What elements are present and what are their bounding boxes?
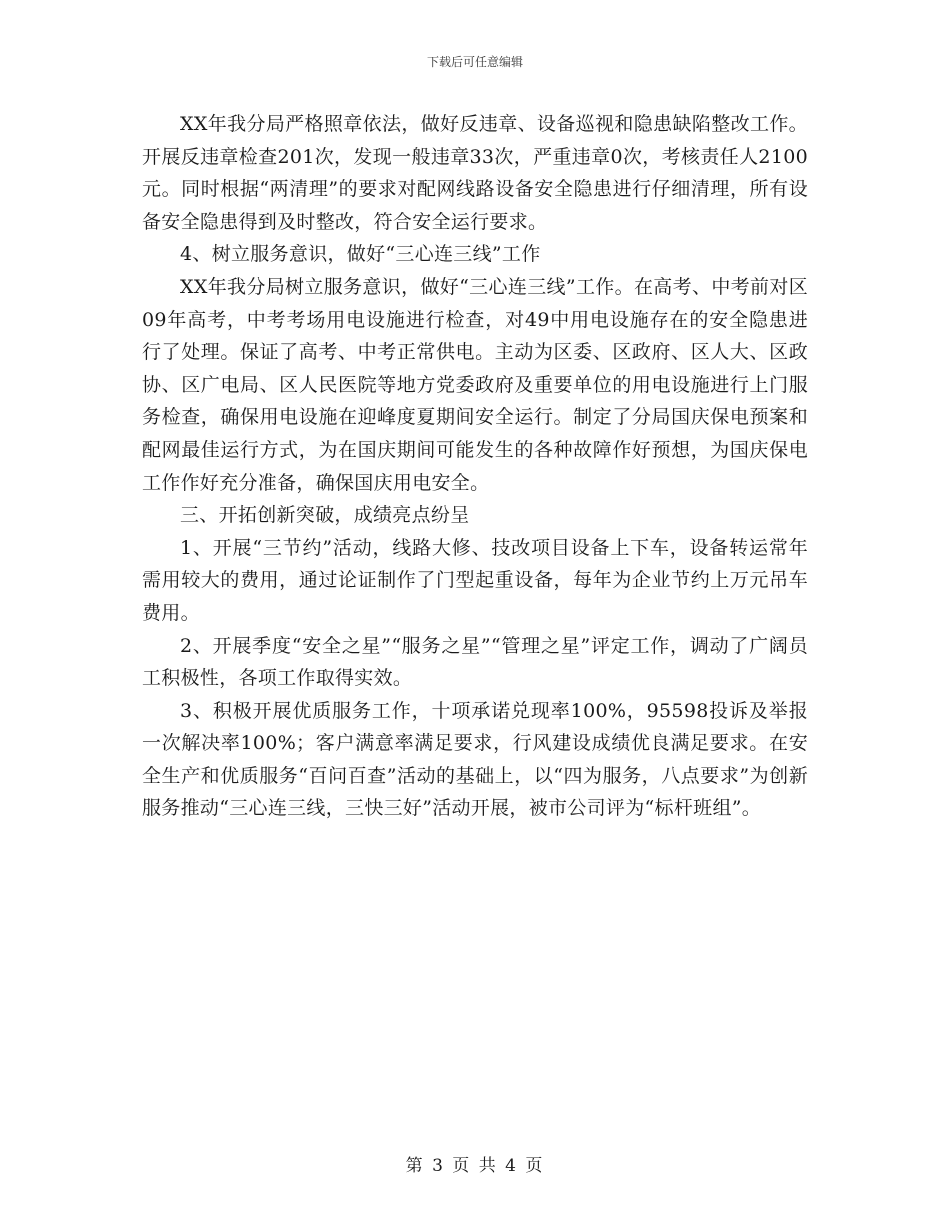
paragraph-service-awareness: XX年我分局树立服务意识，做好“三心连三线”工作。在高考、中考前对区09年高考，中考考场用电设施进行检查，对49中用电设施存在的安全隐患进行了处理。保证了高考、中考正常供电。主动为区委、区政府、区人大、区政协、区广电局、区人民医院等地方党委政府及重要单位的用电设施进行上门服务检查，确保用电设施在迎峰度夏期间安全运行。制定了分局国庆保电预案和配网最佳运行方式，为在国庆期间可能发生的各种故障作好预想，为国庆保电工作作好充分准备，确保国庆用电安全。 <box>142 275 808 494</box>
page-number: 第 3 页 共 4 页 <box>405 1156 545 1176</box>
document-body <box>142 108 808 825</box>
heading-service-awareness: 4、树立服务意识，做好“三心连三线”工作 <box>180 243 541 266</box>
page-header: 下载后可任意编辑 <box>426 55 523 69</box>
paragraph-quality-service: 3、积极开展优质服务工作，十项承诺兑现率100%，95598投诉及举报一次解决率100%；客户满意率满足要求，行风建设成绩优良满足要求。在安全生产和优质服务“百问百查”活动的基础上，以“四为服务，八点要求”为创新服务推动“三心连三线，三快三好”活动开展，被市公司评为“标杆班组”。 <box>142 699 808 820</box>
paragraph-safety-inspection: XX年我分局严格照章依法，做好反违章、设备巡视和隐患缺陷整改工作。开展反违章检查201次，发现一般违章33次，严重违章0次，考核责任人2100元。同时根据“两清理”的要求对配网线路设备安全隐患进行仔细清理，所有设备安全隐患得到及时整改，符合安全运行要求。 <box>142 113 808 233</box>
paragraph-star-evaluation: 2、开展季度“安全之星”“服务之星”“管理之星”评定工作，调动了广阔员工积极性，各项工作取得实效。 <box>142 634 808 690</box>
paragraph-three-savings: 1、开展“三节约”活动，线路大修、技改项目设备上下车，设备转运常年需用较大的费用，通过论证制作了门型起重设备，每年为企业节约上万元吊车费用。 <box>142 536 808 624</box>
heading-innovation: 三、开拓创新突破，成绩亮点纷呈 <box>180 504 470 527</box>
